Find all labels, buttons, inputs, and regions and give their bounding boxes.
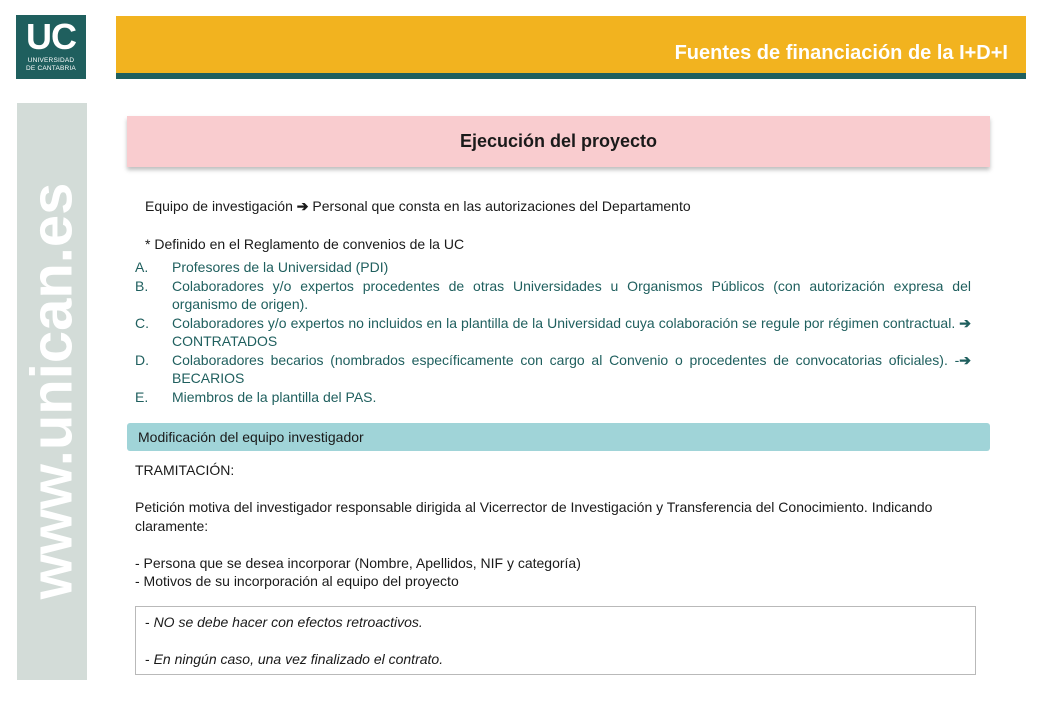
header-bar bbox=[116, 16, 1026, 73]
list-letter: C. bbox=[135, 314, 149, 331]
list-item bbox=[135, 351, 971, 388]
spacer bbox=[135, 535, 975, 554]
list-text: Miembros de la plantilla del PAS. bbox=[172, 388, 377, 405]
list-text: Profesores de la Universidad (PDI) bbox=[172, 259, 389, 275]
section-title: Ejecución del proyecto bbox=[127, 116, 990, 167]
logo-line1: UNIVERSIDAD bbox=[27, 57, 75, 64]
list-text-wrap bbox=[172, 351, 971, 388]
tramitacion-block bbox=[135, 461, 975, 591]
list-text-wrap bbox=[172, 314, 971, 351]
side-url: www.unican.es bbox=[19, 182, 85, 600]
note-prefix: - bbox=[145, 651, 154, 667]
logo-line2: DE CANTABRIA bbox=[26, 65, 76, 72]
uc-logo bbox=[16, 15, 86, 79]
page-title: Fuentes de financiación de la I+D+I bbox=[674, 42, 1008, 64]
note-prefix: - bbox=[145, 614, 154, 630]
list-item bbox=[135, 277, 971, 314]
list-letter: D. bbox=[135, 351, 149, 368]
list-item bbox=[135, 314, 971, 351]
tramitacion-item: - Motivos de su incorporación al equipo del proyecto bbox=[135, 573, 459, 589]
list-item bbox=[135, 388, 971, 407]
spacer bbox=[135, 480, 975, 499]
equipo-definition bbox=[145, 198, 691, 215]
list-item bbox=[135, 258, 971, 277]
tramitacion-peticion: Petición motiva del investigador responsable dirigida al Vicerrector de Investigación y Transferencia del Conocimiento. Indicando claramente: bbox=[135, 499, 933, 534]
note-text: En ningún caso, una vez finalizado el contrato. bbox=[153, 651, 444, 667]
list-letter: A. bbox=[135, 259, 149, 275]
tramitacion-item: - Persona que se desea incorporar (Nombre, Apellidos, NIF y categoría) bbox=[135, 554, 581, 571]
spacer bbox=[145, 632, 966, 651]
arrow-icon: ➔ bbox=[959, 351, 971, 368]
header-divider bbox=[116, 73, 1026, 79]
arrow-icon: ➔ bbox=[296, 198, 309, 214]
list-text: Colaboradores becarios (nombrados específicamente con cargo al Convenio o procedentes de convocatorias oficiales). - bbox=[172, 351, 960, 368]
list-tail: CONTRATADOS bbox=[172, 333, 278, 349]
arrow-icon: ➔ bbox=[959, 314, 971, 331]
logo-initials: UC bbox=[26, 16, 76, 57]
tramitacion-label: TRAMITACIÓN: bbox=[135, 462, 235, 478]
note-text: NO se debe hacer con efectos retroactivos. bbox=[153, 614, 423, 630]
list-text: Colaboradores y/o expertos no incluidos en la plantilla de la Universidad cuya colaboración se regule por régimen contractual. bbox=[172, 314, 960, 331]
note-item bbox=[145, 650, 966, 669]
notes-box bbox=[135, 606, 976, 675]
equipo-lead: Equipo de investigación bbox=[145, 198, 293, 214]
note-item bbox=[145, 613, 966, 632]
equipo-rest: Personal que consta en las autorizaciones del Departamento bbox=[312, 198, 691, 214]
list-text: Colaboradores y/o expertos procedentes de otras Universidades u Organismos Públicos (con autorización expresa del organismo de origen). bbox=[172, 277, 971, 312]
modificacion-header: Modificación del equipo investigador bbox=[127, 423, 990, 451]
list-tail: BECARIOS bbox=[172, 370, 245, 386]
definido-note: * Definido en el Reglamento de convenios de la UC bbox=[145, 236, 465, 252]
list-letter: B. bbox=[135, 277, 149, 294]
member-list bbox=[135, 258, 971, 406]
list-letter: E. bbox=[135, 388, 149, 405]
